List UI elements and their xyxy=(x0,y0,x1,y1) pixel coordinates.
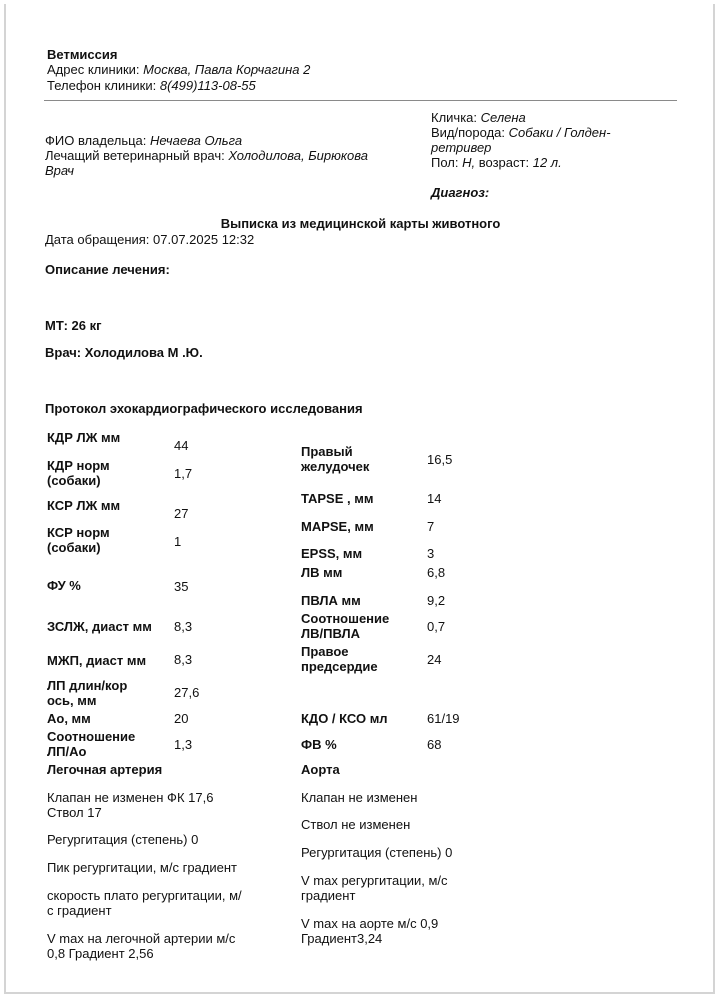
left-measure-value: 1,7 xyxy=(174,466,193,481)
right-measure-value: 0,7 xyxy=(427,619,446,634)
visit-date: Дата обращения: 07.07.2025 12:32 xyxy=(45,232,255,247)
owner-label: ФИО владельца: xyxy=(45,133,147,148)
pulmonary-title: Легочная артерия xyxy=(47,762,163,777)
clinic-name: Ветмиссия xyxy=(47,47,118,62)
left-measure-label-line: ЛП/Ао xyxy=(47,744,87,759)
right-measure-label-line: желудочек xyxy=(301,459,370,474)
owner-name xyxy=(45,133,242,148)
left-measure-label-line: КСР норм xyxy=(47,525,110,540)
clinic-address xyxy=(47,62,310,77)
right-measure-label xyxy=(301,519,374,534)
pulmonary-plateau-cont: с градиент xyxy=(47,903,112,918)
pulmonary-vmax: V max на легочной артерии м/с xyxy=(47,931,236,946)
breed-value-cont: ретривер xyxy=(431,140,492,155)
clinic-address-value: Москва, Павла Корчагина 2 xyxy=(143,62,311,77)
pulmonary-trunk: Ствол 17 xyxy=(47,805,102,820)
right-measure-label-line: ПВЛА мм xyxy=(301,593,361,608)
right-measure-value: 61/19 xyxy=(427,711,460,726)
pulmonary-peak: Пик регургитации, м/с градиент xyxy=(47,860,237,875)
right-measure-value: 9,2 xyxy=(427,593,446,608)
right-measure-label-line: предсердие xyxy=(301,659,378,674)
clinic-phone-label: Телефон клиники: xyxy=(47,78,157,93)
attending-doctor-cont: Врач xyxy=(45,163,74,178)
left-measure-value: 35 xyxy=(174,579,189,594)
right-measure-value: 7 xyxy=(427,519,435,534)
left-measure-label xyxy=(47,430,120,445)
left-measure-value: 1 xyxy=(174,534,182,549)
left-measure-label-line: ось, мм xyxy=(47,693,97,708)
aorta-vmax-regurg-cont: градиент xyxy=(301,888,356,903)
right-measure-label xyxy=(301,737,337,752)
left-measure-label xyxy=(47,653,146,668)
right-measure-label xyxy=(301,444,369,474)
right-measure-value: 6,8 xyxy=(427,565,446,580)
left-measure-label xyxy=(47,498,120,513)
aorta-title: Аорта xyxy=(301,762,340,777)
left-measure-label xyxy=(47,729,135,759)
right-measure-value: 24 xyxy=(427,652,442,667)
left-measure-label xyxy=(47,711,91,726)
left-measure-value: 8,3 xyxy=(174,619,193,634)
left-measure-label xyxy=(47,619,152,634)
left-measure-label-line: МЖП, диаст мм xyxy=(47,653,147,668)
left-measure-value: 27,6 xyxy=(174,685,200,700)
right-measure-value: 14 xyxy=(427,491,442,506)
left-measure-value: 44 xyxy=(174,438,189,453)
right-measure-label xyxy=(301,491,373,506)
right-measure-label-line: ЛВ/ПВЛА xyxy=(301,626,361,641)
diagnosis-label: Диагноз: xyxy=(431,185,490,200)
sex-label: Пол: xyxy=(431,155,459,170)
aorta-trunk: Ствол не изменен xyxy=(301,817,411,832)
age-label: возраст: xyxy=(478,155,530,170)
right-measure-label-line: Правое xyxy=(301,644,349,659)
right-measure-label-line: ФВ % xyxy=(301,737,337,752)
patient-sex-age xyxy=(431,155,562,170)
right-measure-label-line: Соотношение xyxy=(301,611,390,626)
aorta-vmax-cont: Градиент3,24 xyxy=(301,931,383,946)
left-measure-label-line: Соотношение xyxy=(47,729,136,744)
attending-doctor xyxy=(45,148,368,163)
nickname-label: Кличка: xyxy=(431,110,478,125)
protocol-title: Протокол эхокардиографического исследования xyxy=(45,401,363,416)
right-measure-label-line: ЛВ мм xyxy=(301,565,343,580)
right-measure-label xyxy=(301,611,389,641)
aorta-valve: Клапан не изменен xyxy=(301,790,418,805)
right-measure-label xyxy=(301,711,388,726)
body-weight: МТ: 26 кг xyxy=(45,318,102,333)
pulmonary-valve: Клапан не изменен ФК 17,6 xyxy=(47,790,214,805)
left-measure-label-line: КДР ЛЖ мм xyxy=(47,430,121,445)
right-measure-label-line: MAPSE, мм xyxy=(301,519,374,534)
aorta-regurg: Регургитация (степень) 0 xyxy=(301,845,453,860)
left-measure-value: 27 xyxy=(174,506,189,521)
right-measure-value: 68 xyxy=(427,737,442,752)
clinic-phone-value: 8(499)113-08-55 xyxy=(159,78,256,93)
doctor-signature-line: Врач: Холодилова М .Ю. xyxy=(45,345,203,360)
left-measure-value: 1,3 xyxy=(174,737,193,752)
right-measure-label xyxy=(301,565,342,580)
patient-nickname xyxy=(431,110,526,125)
left-measure-value: 8,3 xyxy=(174,652,193,667)
clinic-phone xyxy=(47,78,256,93)
attending-doctor-label: Лечащий ветеринарный врач: xyxy=(45,148,225,163)
breed-label: Вид/порода: xyxy=(431,125,506,140)
left-measure-label-line: (собаки) xyxy=(47,473,101,488)
pulmonary-regurg: Регургитация (степень) 0 xyxy=(47,832,199,847)
right-measure-label-line: TAPSE , мм xyxy=(301,491,374,506)
patient-breed xyxy=(431,125,611,140)
left-measure-label-line: КДР норм xyxy=(47,458,110,473)
aorta-vmax-regurg: V max регургитации, м/с xyxy=(301,873,448,888)
left-measure-label-line: (собаки) xyxy=(47,540,101,555)
aorta-vmax: V max на аорте м/с 0,9 xyxy=(301,916,439,931)
treatment-label: Описание лечения: xyxy=(45,262,170,277)
nickname-value: Селена xyxy=(480,110,526,125)
right-measure-label xyxy=(301,593,361,608)
attending-doctor-value: Холодилова, Бирюкова xyxy=(228,148,369,163)
left-measure-label xyxy=(47,525,110,555)
left-measure-label xyxy=(47,678,127,708)
right-measure-label-line: КДО / КСО мл xyxy=(301,711,388,726)
clinic-address-label: Адрес клиники: xyxy=(47,62,140,77)
right-measure-label xyxy=(301,546,362,561)
owner-value: Нечаева Ольга xyxy=(150,133,243,148)
pulmonary-plateau: скорость плато регургитации, м/ xyxy=(47,888,242,903)
left-measure-label-line: ЛП длин/кор xyxy=(47,678,128,693)
left-measure-label xyxy=(47,458,110,488)
pulmonary-vmax-cont: 0,8 Градиент 2,56 xyxy=(47,946,154,961)
right-measure-value: 3 xyxy=(427,546,435,561)
left-measure-label-line: Ао, мм xyxy=(47,711,91,726)
left-measure-label-line: ФУ % xyxy=(47,578,81,593)
document-title-text: Выписка из медицинской карты животного xyxy=(220,216,501,231)
right-measure-label-line: EPSS, мм xyxy=(301,546,363,561)
right-measure-label-line: Правый xyxy=(301,444,353,459)
age-value: 12 л. xyxy=(532,155,562,170)
document-title xyxy=(0,216,721,231)
left-measure-label-line: ЗСЛЖ, диаст мм xyxy=(47,619,152,634)
header-divider xyxy=(44,100,677,101)
left-measure-label xyxy=(47,578,81,593)
sex-value: Н, xyxy=(462,155,476,170)
right-measure-label xyxy=(301,644,378,674)
right-measure-value: 16,5 xyxy=(427,452,453,467)
left-measure-value: 20 xyxy=(174,711,189,726)
left-measure-label-line: КСР ЛЖ мм xyxy=(47,498,121,513)
breed-value: Собаки / Голден- xyxy=(508,125,611,140)
